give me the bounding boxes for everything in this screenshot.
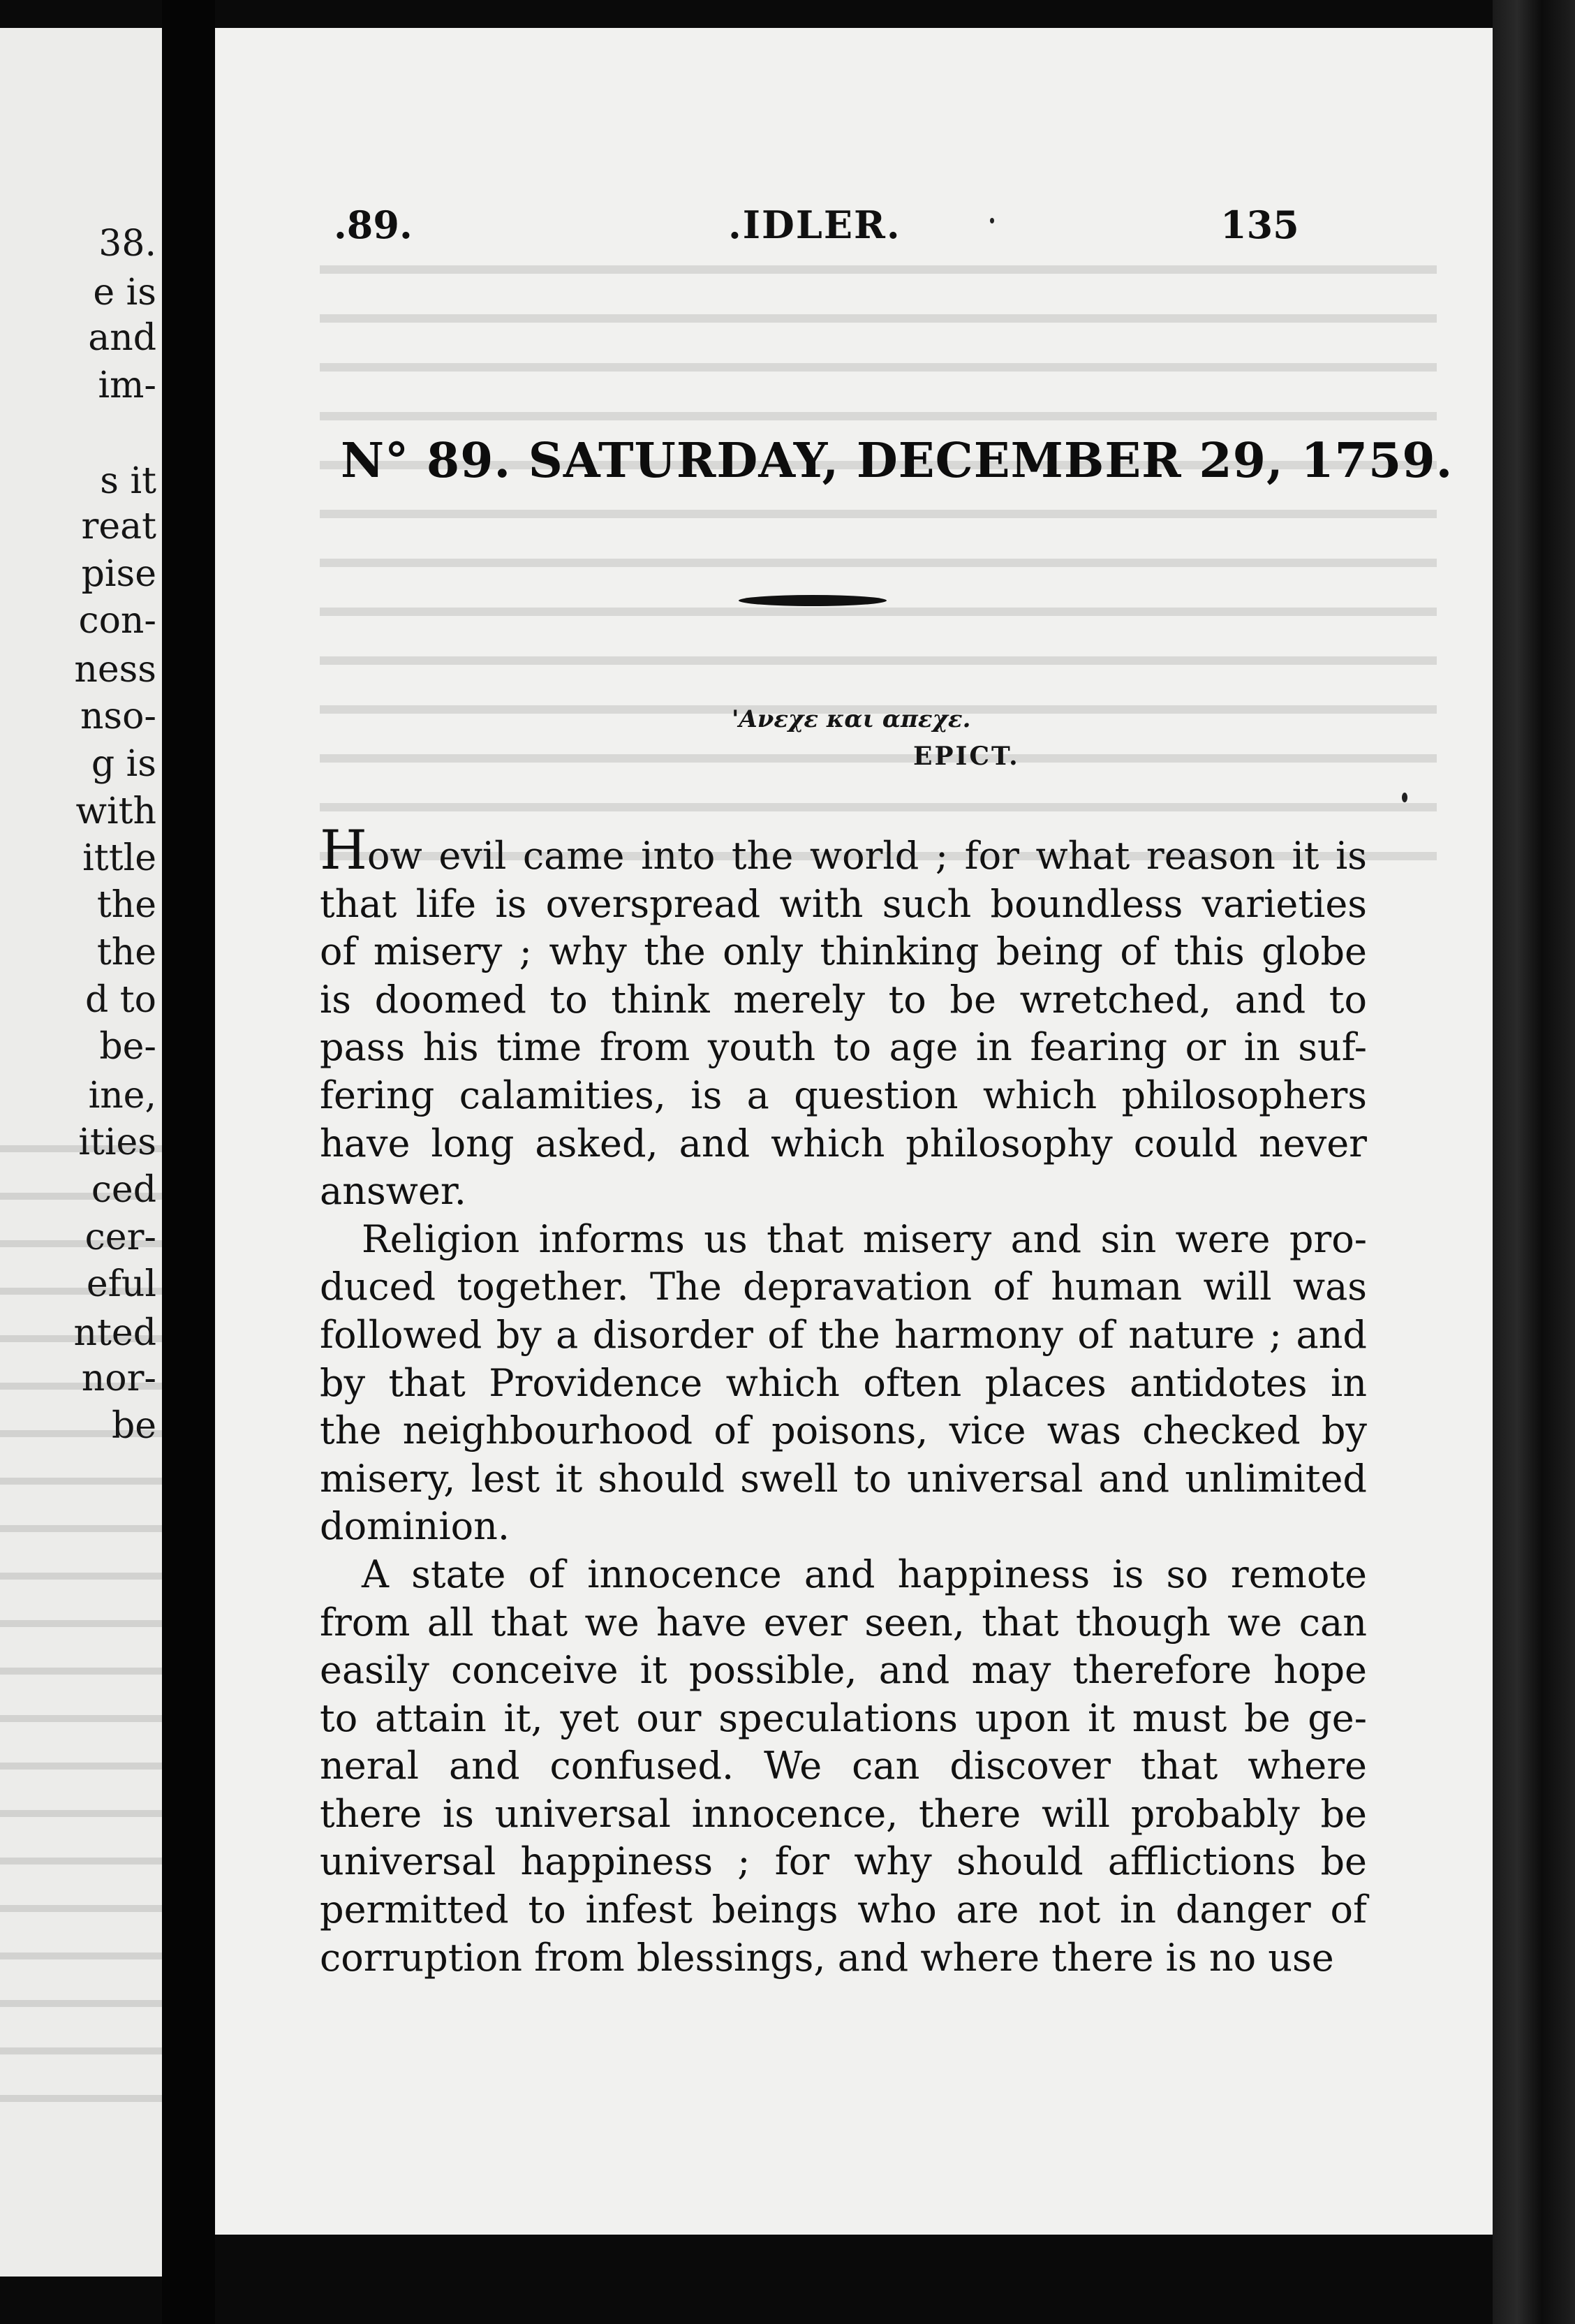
facing-page-fragment: con- (78, 600, 156, 642)
facing-page-fragment: be- (99, 1026, 156, 1068)
initial-capital: H (320, 819, 368, 882)
motto: 'Ανεχε και απεχε. (732, 705, 971, 733)
text-line: pass his time from youth to age in fearing or in suf- (320, 1025, 1367, 1070)
text-line: from all that we have ever seen, that though we can (320, 1600, 1367, 1645)
page-edge-right (1493, 0, 1575, 2324)
text-line: fering calamities, is a question which philosophers (320, 1073, 1367, 1117)
text-line: easily conceive it possible, and may therefore hope (320, 1648, 1367, 1693)
facing-page-fragment: nted (73, 1312, 156, 1354)
text-line: permitted to infest beings who are not in danger of (320, 1888, 1367, 1932)
facing-page-fragment: ness (74, 649, 156, 691)
text-line: followed by a disorder of the harmony of nature ; and (320, 1312, 1367, 1357)
text-line: there is universal innocence, there will probably be (320, 1791, 1367, 1836)
facing-page-fragment: pise (81, 553, 156, 595)
text-line: by that Providence which often places antidotes in (320, 1360, 1367, 1405)
page-header (215, 203, 1493, 265)
text-line: is doomed to think merely to be wretched, and to (320, 977, 1367, 1022)
text-line: that life is overspread with such boundless varieties (320, 881, 1367, 926)
text-line: to attain it, yet our speculations upon it must be ge- (320, 1696, 1367, 1740)
facing-page-left (0, 28, 162, 2277)
show-through (320, 265, 1454, 880)
text-line: corruption from blessings, and where there is no use (320, 1935, 1334, 1980)
book-page (215, 28, 1493, 2235)
facing-page-fragment: ittle (82, 837, 156, 879)
running-title: .IDLER. (728, 203, 901, 247)
facing-page-fragment: the (96, 932, 156, 973)
text-line: have long asked, and which philosophy could never (320, 1121, 1367, 1165)
facing-page-fragment: and (88, 317, 156, 359)
facing-page-fragment: cer- (84, 1216, 156, 1258)
facing-page-fragment: with (75, 790, 156, 832)
facing-page-fragment: d to (84, 979, 156, 1021)
paragraph (320, 1216, 1367, 1551)
text-line: misery, lest it should swell to universal and unlimited (320, 1456, 1367, 1501)
text-line: dominion. (320, 1504, 510, 1549)
facing-page-fragment: g is (91, 743, 156, 785)
line-text: ow evil came into the world ; for what reason it is (367, 834, 1367, 878)
facing-page-fragment: eful (86, 1263, 156, 1305)
facing-page-fragment: im- (98, 365, 156, 406)
text-line: answer. (320, 1169, 466, 1214)
facing-page-fragment: s it (100, 460, 156, 502)
text-line: of misery ; why the only thinking being of this globe (320, 929, 1367, 974)
text-line: duced together. The depravation of human will was (320, 1265, 1367, 1309)
facing-page-fragment: 38. (98, 223, 156, 265)
ink-speck (1402, 793, 1407, 802)
facing-page-fragment: ities (78, 1121, 156, 1163)
facing-page-fragment: the (96, 884, 156, 926)
essay-body (320, 819, 1367, 1982)
facing-page-fragment: nor- (81, 1358, 156, 1399)
motto-source: EPICT. (913, 742, 1020, 771)
ornamental-rule (739, 595, 887, 606)
facing-page-fragment: be (111, 1405, 156, 1447)
issue-title: N° 89. SATURDAY, DECEMBER 29, 1759. (341, 433, 1454, 489)
facing-page-fragment: ced (91, 1169, 156, 1211)
text-line: neral and confused. We can discover that where (320, 1744, 1367, 1788)
text-line: universal happiness ; for why should afflictions be (320, 1839, 1367, 1884)
essay-number-header: .89. (334, 203, 413, 247)
text-line: A state of innocence and happiness is so remote (362, 1552, 1367, 1596)
ink-speck (990, 218, 994, 223)
text-line: Religion informs us that misery and sin were pro- (362, 1216, 1367, 1261)
paragraph (320, 1551, 1367, 1982)
paragraph (320, 819, 1367, 1216)
facing-page-fragment: e is (93, 272, 156, 314)
page-number: 135 (1220, 203, 1299, 247)
gutter (162, 0, 215, 2324)
facing-page-fragment: nso- (80, 696, 156, 737)
text-line: the neighbourhood of poisons, vice was checked by (320, 1409, 1367, 1453)
facing-page-fragment: ine, (88, 1075, 156, 1117)
text-line (320, 819, 1367, 882)
facing-page-fragment: reat (81, 506, 156, 547)
